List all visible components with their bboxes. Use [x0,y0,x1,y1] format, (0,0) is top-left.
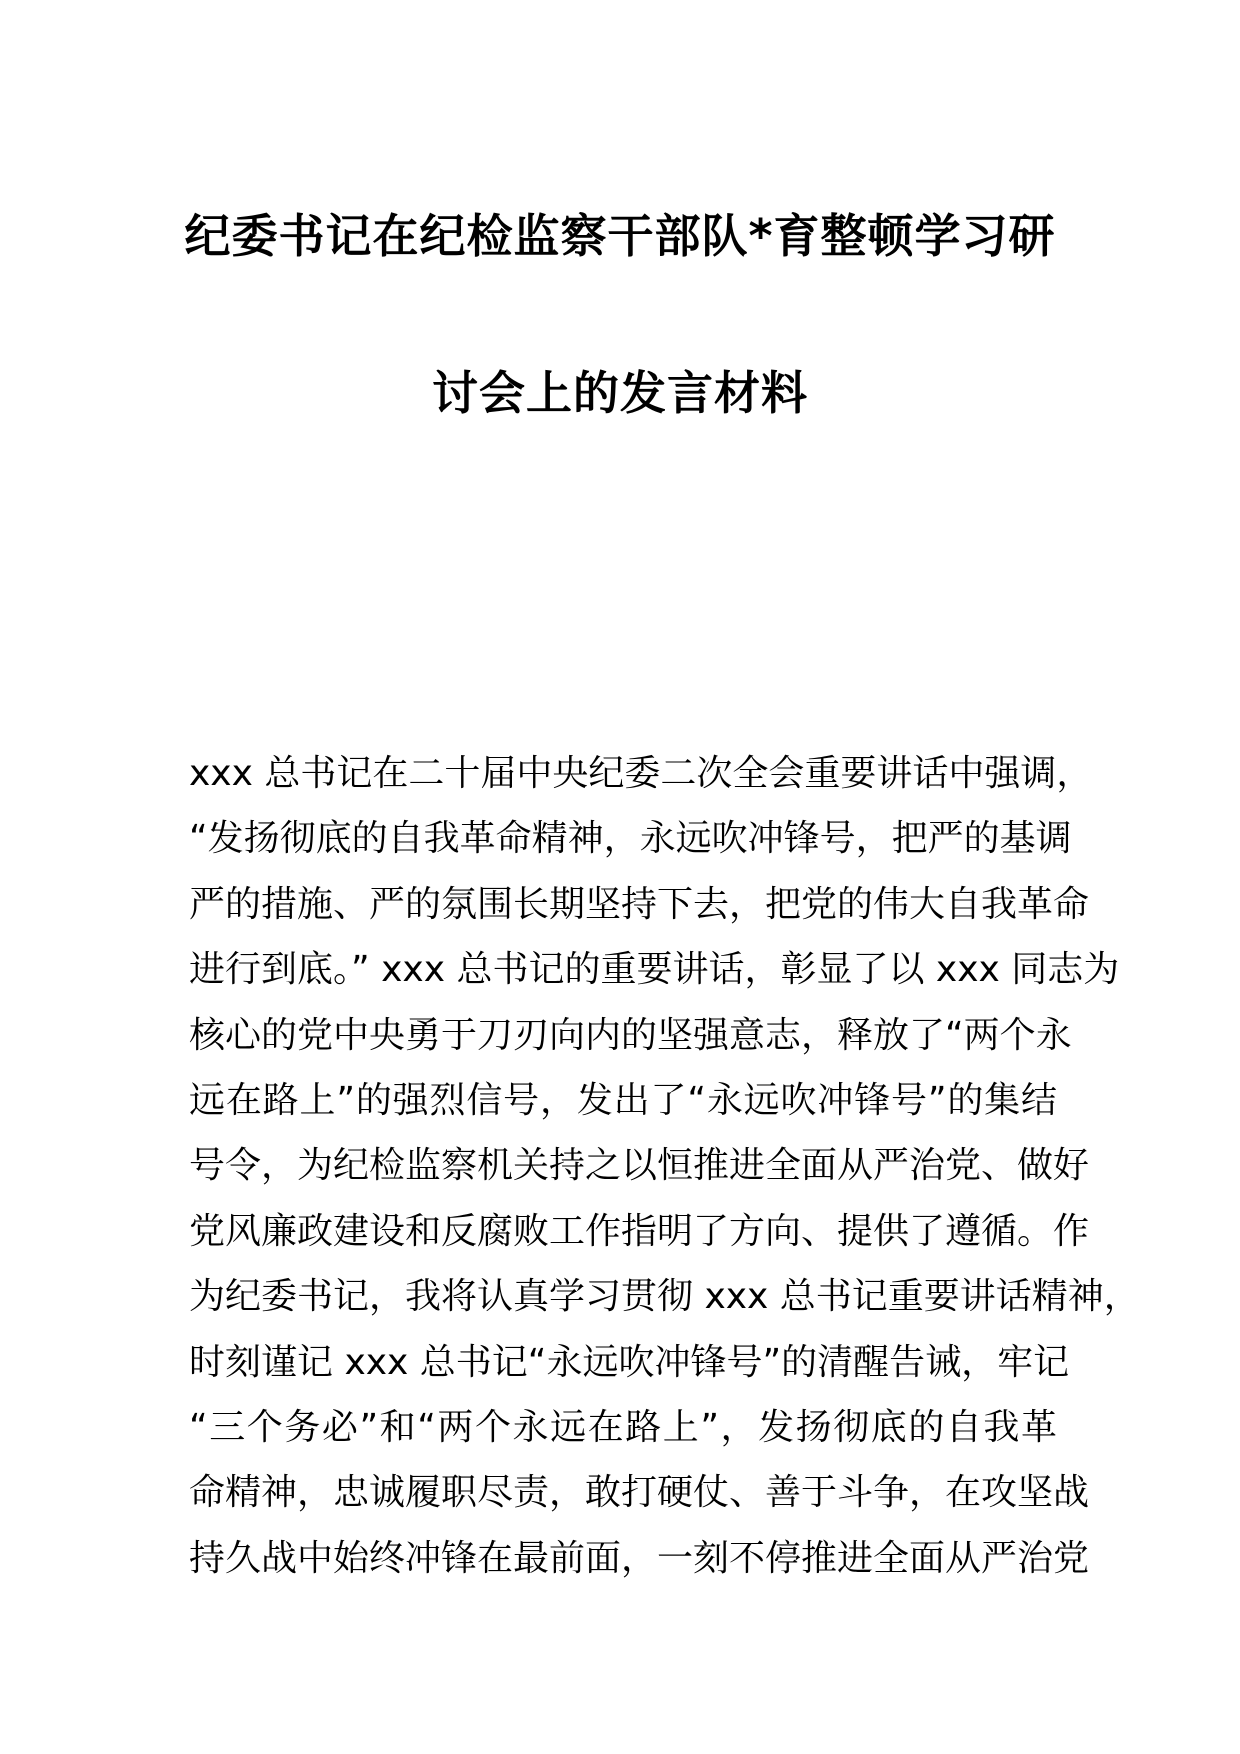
body-line: 时刻谨记 xxx 总书记“永远吹冲锋号”的清醒告诫，牢记 [189,1341,1070,1383]
body-line: 严的措施、严的氛围长期坚持下去，把党的伟大自我革命 [189,883,1090,925]
body-line: 进行到底。” xxx 总书记的重要讲话，彰显了以 xxx 同志为 [189,949,1120,991]
body-line: “发扬彻底的自我革命精神，永远吹冲锋号，把严的基调 [189,818,1072,860]
body-line: 号令，为纪检监察机关持之以恒推进全面从严治党、做好 [189,1145,1090,1187]
body-line: 远在路上”的强烈信号，发出了“永远吹冲锋号”的集结 [189,1079,1057,1121]
body-line: 为纪委书记，我将认真学习贯彻 xxx 总书记重要讲话精神， [189,1276,1140,1318]
document-title-line-1: 纪委书记在纪检监察干部队*育整顿学习研 [184,209,1056,263]
body-line: 命精神，忠诚履职尽责，敢打硬仗、善于斗争，在攻坚战 [189,1472,1090,1514]
body-line: 持久战中始终冲锋在最前面，一刻不停推进全面从严治党 [189,1537,1090,1579]
body-line: “三个务必”和“两个永远在路上”，发扬彻底的自我革 [189,1406,1057,1448]
document-title-line-2: 讨会上的发言材料 [432,366,808,420]
body-line: 核心的党中央勇于刀刃向内的坚强意志，释放了“两个永 [189,1014,1072,1056]
body-line: xxx 总书记在二十届中央纪委二次全会重要讲话中强调， [189,753,1093,794]
document-body [189,741,1140,1591]
body-line: 党风廉政建设和反腐败工作指明了方向、提供了遵循。作 [189,1210,1090,1252]
